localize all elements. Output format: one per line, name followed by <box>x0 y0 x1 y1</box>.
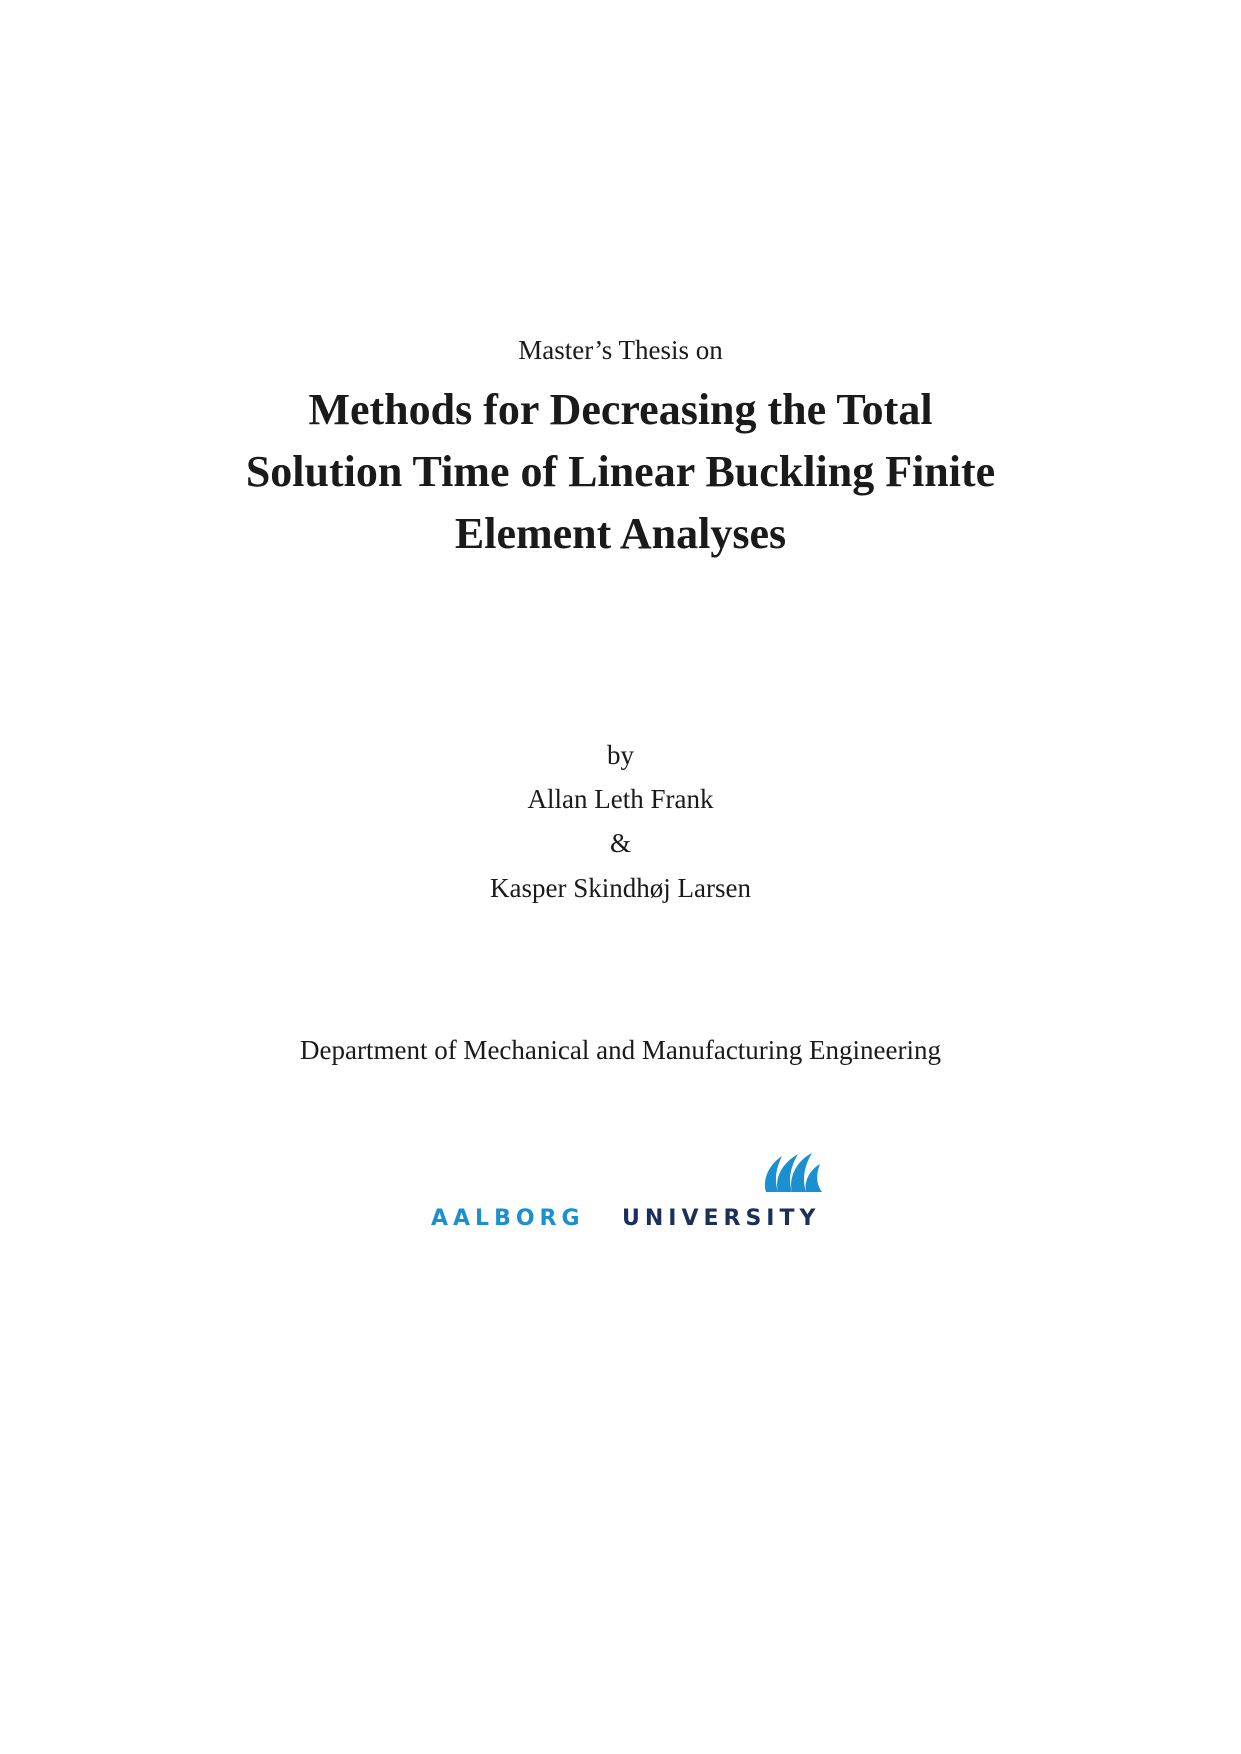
aalborg-wave-emblem-icon <box>765 1153 822 1192</box>
aalborg-university-logo <box>426 1150 851 1230</box>
author-name-2: Kasper Skindhøj Larsen <box>490 873 751 903</box>
thesis-subtitle: Master’s Thesis on <box>518 335 723 365</box>
author-ampersand: & <box>609 828 631 858</box>
author-name-1: Allan Leth Frank <box>527 784 714 814</box>
thesis-title-line-1: Methods for Decreasing the Total <box>308 385 933 434</box>
logo-word-aalborg: AALBORG <box>431 1206 585 1230</box>
by-label: by <box>607 740 634 770</box>
logo-word-university: UNIVERSITY <box>622 1206 821 1230</box>
aalborg-university-logo-graphic <box>426 1150 851 1230</box>
department-name: Department of Mechanical and Manufacturing Engineering <box>300 1035 941 1065</box>
thesis-title-line-2: Solution Time of Linear Buckling Finite <box>245 447 996 496</box>
thesis-title-line-3: Element Analyses <box>454 509 787 558</box>
